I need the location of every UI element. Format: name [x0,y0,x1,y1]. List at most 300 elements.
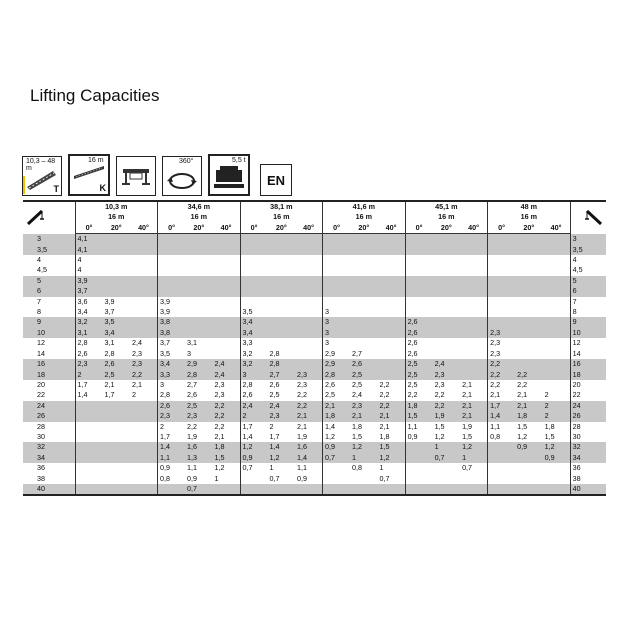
capacity-cell: 2,1 [214,431,225,441]
capacity-cell: 2,2 [405,390,433,400]
capacity-cell [130,432,158,442]
table-row [23,307,606,317]
capacity-cell [158,245,186,255]
capacity-cell: 1,3 [185,453,213,463]
capacity-cell [515,276,543,286]
capacity-cell [515,245,543,255]
capacity-cell: 2 [544,390,549,400]
radius-cell-right: 8 [570,307,606,317]
radius-cell-right: 20 [570,380,606,390]
capacity-cell [323,474,351,484]
capacity-cell [433,286,461,296]
capacity-cell: 2,1 [462,390,473,400]
capacity-cell [378,317,406,327]
capacity-cell [543,265,571,275]
table-row [23,453,606,463]
capacity-cell [185,297,213,307]
capacity-cell: 1,7 [269,431,280,441]
capacity-cell [103,255,131,265]
radius-cell-left: 28 [37,421,45,431]
capacity-cell [515,265,543,275]
capacity-cell: 3,9 [158,307,186,317]
radius-cell-right: 38 [570,474,606,484]
capacity-cell [488,245,516,255]
table-row [23,234,606,245]
capacity-cell: 2,5 [405,359,433,369]
capacity-cell: 3,5 [240,307,268,317]
angle-header: 40° [213,223,241,234]
radius-cell-left: 14 [37,348,45,358]
capacity-cell [543,234,571,245]
capacity-cell: 2,3 [488,338,516,348]
radius-cell-right: 14 [570,349,606,359]
capacity-cell [213,255,241,265]
capacity-cell [213,297,241,307]
spec-icon-row [22,152,292,196]
capacity-cell [460,338,488,348]
capacity-cell [433,297,461,307]
capacity-cell [103,265,131,275]
table-row [23,422,606,432]
capacity-cell [350,338,378,348]
capacity-cell [268,484,296,495]
capacity-cell [185,328,213,338]
radius-cell-left: 3,5 [23,245,75,255]
capacity-cell: 0,9 [240,453,268,463]
capacity-cell: 0,9 [297,473,308,483]
capacity-cell [460,255,488,265]
capacity-cell: 2,8 [75,338,103,348]
capacity-cell: 3,5 [158,349,186,359]
capacity-cell [515,484,543,495]
capacity-cell [433,349,461,359]
table-row [23,432,606,442]
capacity-cell [295,255,323,265]
capacity-cell [460,245,488,255]
capacity-cell [378,297,406,307]
capacity-cell [130,484,158,495]
capacity-cell [158,234,186,245]
capacity-cell [405,245,433,255]
capacity-cell [433,307,461,317]
capacity-cell [350,317,378,327]
capacity-cell: 1 [350,453,378,463]
capacity-cell: 2,4 [213,359,241,369]
capacity-cell [268,317,296,327]
capacity-cell: 1,9 [433,411,461,421]
capacity-cell: 2,4 [213,370,241,380]
capacity-cell: 2,6 [269,379,280,389]
capacity-cell: 2,8 [185,370,213,380]
angle-header: 40° [543,223,571,234]
capacity-cell: 3,2 [240,359,268,369]
capacity-cell: 0,7 [269,473,280,483]
capacity-cell [240,255,268,265]
capacity-cell: 1,8 [213,442,241,452]
capacity-cell: 1,5 [213,453,241,463]
capacity-cell [130,442,158,452]
capacity-cell: 2,1 [378,411,406,421]
capacity-cell [378,328,406,338]
capacity-cell [268,338,296,348]
capacity-cell [268,328,296,338]
capacity-cell: 0,9 [543,453,571,463]
capacity-cell: 2,9 [323,349,351,359]
capacity-cell [158,255,186,265]
capacity-cell: 2 [269,421,274,431]
radius-cell-right: 5 [570,276,606,286]
capacity-cell [488,276,516,286]
capacity-cell [213,307,241,317]
capacity-cell: 2,6 [350,359,378,369]
capacity-cell [185,307,213,317]
capacity-cell: 0,7 [185,484,213,495]
capacity-cell [350,474,378,484]
radius-cell-left: 5 [23,276,75,286]
capacity-cell: 2,7 [187,379,198,389]
capacity-cell [103,286,131,296]
capacity-cell: 1,1 [405,422,433,432]
capacity-cell [350,328,378,338]
capacity-cell [515,286,543,296]
capacity-cell: 2,3 [433,370,461,380]
capacity-cell [130,328,158,338]
capacity-cell: 1,8 [544,421,555,431]
capacity-cell: 3,2 [240,349,268,359]
capacity-cell: 3 [240,370,268,380]
table-row [23,328,606,338]
capacity-cell: 2,2 [378,401,406,411]
capacity-cell: 1,2 [434,431,445,441]
capacity-cell [130,234,158,245]
table-row [23,297,606,307]
capacity-cell: 1,2 [378,453,406,463]
capacity-cell [350,255,378,265]
capacity-cell [543,307,571,317]
radius-cell-left: 32 [23,442,75,452]
capacity-cell [130,453,158,463]
capacity-cell [378,245,406,255]
capacity-cell [240,276,268,286]
capacity-cell: 2,3 [268,411,296,421]
capacity-cell: 2,5 [185,401,213,411]
capacity-cell: 1 [460,453,488,463]
capacity-cell [378,234,406,245]
capacity-cell [323,265,351,275]
capacity-cell [213,484,241,495]
capacity-cell: 3,7 [75,286,103,296]
capacity-cell [268,297,296,307]
capacity-cell: 1,5 [352,431,363,441]
capacity-cell [268,276,296,286]
capacity-cell: 1,2 [268,453,296,463]
capacity-cell: 1 [269,463,274,473]
capacity-cell [405,307,433,317]
capacity-cell [75,474,103,484]
capacity-cell: 2,1 [517,390,528,400]
capacity-cell [213,317,241,327]
capacity-cell: 0,7 [323,453,351,463]
table-row [23,317,606,327]
radius-cell-left: 3 [23,234,75,245]
capacity-cell [350,265,378,275]
table-row [23,370,606,380]
table-row [23,380,606,390]
angle-header: 40° [378,223,406,234]
capacity-cell [268,286,296,296]
capacity-cell [268,245,296,255]
table-row [23,276,606,286]
capacity-cell [543,245,571,255]
capacity-cell [543,370,571,380]
capacity-cell: 2,7 [268,370,296,380]
radius-cell-right: 18 [570,370,606,380]
capacity-cell: 3 [323,317,351,327]
capacity-cell [295,317,323,327]
capacity-cell [433,317,461,327]
capacity-cell [185,245,213,255]
capacity-cell: 1,9 [462,421,473,431]
capacity-cell [103,245,131,255]
capacity-cell [378,286,406,296]
capacity-cell [323,255,351,265]
angle-header: 0° [75,223,103,234]
capacity-cell: 2,6 [158,401,186,411]
capacity-cell: 2,3 [434,379,445,389]
capacity-cell: 2,1 [297,421,308,431]
jib-letter: K [99,183,106,193]
radius-cell-right: 12 [570,338,606,348]
capacity-cell [323,234,351,245]
capacity-cell: 0,9 [515,442,543,452]
table-row [23,286,606,296]
capacity-cell [488,442,516,452]
capacity-cell: 2,5 [405,380,433,390]
capacity-cell: 0,9 [187,473,198,483]
capacity-cell [378,484,406,495]
capacity-cell: 3,4 [75,307,103,317]
capacity-cell: 2,1 [379,421,390,431]
capacity-cell [405,286,433,296]
capacity-cell: 2,3 [130,359,158,369]
capacity-cell [268,234,296,245]
capacity-cell [185,286,213,296]
capacity-cell [295,286,323,296]
capacity-cell: 0,9 [405,432,433,442]
capacity-cell [240,234,268,245]
capacity-cell [460,317,488,327]
capacity-cell [350,307,378,317]
capacity-cell: 3,1 [187,338,198,348]
capacity-cell [130,276,158,286]
capacity-cell [515,463,543,473]
capacity-cell [378,359,406,369]
angle-header: 0° [240,223,268,234]
capacity-cell [323,276,351,286]
capacity-cell [295,484,323,495]
capacity-cell: 2,2 [515,370,543,380]
table-row [23,255,606,265]
capacity-cell [515,338,543,348]
capacity-cell [378,265,406,275]
capacity-cell [350,484,378,495]
capacity-cell: 1,7 [240,422,268,432]
angle-header: 40° [295,223,323,234]
capacity-cell: 3,6 [75,297,103,307]
capacity-cell [543,338,571,348]
radius-cell-right: 30 [570,432,606,442]
capacity-cell [543,463,571,473]
capacity-cell [543,380,571,390]
capacity-cell: 1,2 [350,442,378,452]
capacity-cell: 0,7 [462,463,473,473]
capacity-cell: 2,8 [268,359,296,369]
jib-length-header: 16 m [158,212,241,222]
capacity-cell [185,276,213,286]
capacity-cell [75,422,103,432]
capacity-cell: 2,2 [130,370,158,380]
capacity-cell [405,297,433,307]
radius-cell-right: 3 [570,234,606,245]
capacity-cell: 0,9 [323,442,351,452]
radius-cell-right: 4,5 [570,265,606,275]
capacity-cell [295,297,323,307]
radius-cell-left: 38 [37,473,45,483]
radius-header-right [570,201,606,234]
rotation-label: 360° [179,158,194,165]
capacity-cell [433,338,461,348]
outrigger-icon [116,156,156,196]
capacity-cell: 2,5 [323,390,351,400]
capacity-cell: 2 [158,422,186,432]
capacity-cell: 1,2 [214,463,225,473]
capacity-cell [405,453,433,463]
capacity-cell: 2,7 [352,348,363,358]
angle-header: 0° [158,223,186,234]
capacity-cell [433,255,461,265]
capacity-cell: 1,7 [75,380,103,390]
capacity-cell: 1,2 [240,442,268,452]
capacity-cell [433,328,461,338]
capacity-cell: 2,4 [433,359,461,369]
capacity-cell [103,432,131,442]
capacity-cell [130,265,158,275]
capacity-cell [323,297,351,307]
capacity-cell [75,432,103,442]
radius-cell-left: 4 [37,255,41,265]
capacity-cell: 1,2 [323,432,351,442]
capacity-cell: 2,2 [213,411,241,421]
capacity-cell [350,245,378,255]
capacity-cell [350,234,378,245]
capacity-cell: 4,1 [75,234,103,245]
capacity-cell [103,411,131,421]
crane-radius-icon [25,218,47,227]
capacity-cell: 2,6 [405,317,433,327]
capacity-cell: 1,6 [185,442,213,452]
capacity-cell [405,442,433,452]
capacity-cell: 2,2 [433,401,461,411]
capacity-cell [515,307,543,317]
capacity-cell: 2,8 [323,370,351,380]
capacity-cell [405,463,433,473]
capacity-cell [130,297,158,307]
capacity-cell [295,234,323,245]
capacity-cell [433,463,461,473]
table-row [23,349,606,359]
angle-header: 20° [350,223,378,234]
capacity-cell: 1,4 [295,453,323,463]
capacity-cell: 2,2 [214,421,225,431]
capacity-cell: 1,4 [488,411,516,421]
capacity-cell [103,401,131,411]
capacity-cell [130,474,158,484]
capacity-cell [158,265,186,275]
capacity-cell [213,234,241,245]
capacity-cell [240,474,268,484]
capacity-cell [378,338,406,348]
capacity-cell: 2,2 [488,359,516,369]
radius-cell-right: 40 [570,484,606,495]
capacity-cell: 2,4 [132,338,142,348]
capacity-cell: 3,8 [158,317,186,327]
counterweight-label: 5,5 t [232,157,246,164]
capacity-cell: 3,3 [240,338,268,348]
capacity-cell [295,307,323,317]
radius-cell-left: 30 [37,431,45,441]
jib-length-icon [68,154,110,196]
capacity-cell: 2,3 [214,390,225,400]
capacity-cell [543,349,571,359]
capacity-cell [103,463,131,473]
capacity-cell: 2,2 [295,401,323,411]
capacity-cell: 4,1 [75,245,103,255]
capacity-cell: 2,1 [462,379,473,389]
capacity-cell [350,286,378,296]
capacity-cell: 1,8 [379,431,390,441]
capacity-cell: 2,8 [240,380,268,390]
capacity-cell [130,245,158,255]
capacity-cell [295,328,323,338]
capacity-cell [405,276,433,286]
radius-cell-right: 36 [570,463,606,473]
table-row [23,245,606,255]
capacity-cell: 1,2 [543,442,571,452]
capacity-cell: 2,3 [297,379,308,389]
capacity-cell [515,317,543,327]
capacity-cell: 3 [158,380,186,390]
capacity-cell: 1,8 [323,411,351,421]
capacity-cell [75,453,103,463]
capacity-cell [515,453,543,463]
radius-cell-right: 16 [570,359,606,369]
boom-range-label: 10,3 – 48 m [26,158,56,172]
capacity-cell [488,317,516,327]
radius-cell-right: 6 [570,286,606,296]
capacity-cell: 4 [75,265,103,275]
capacity-cell [433,474,461,484]
language-badge: EN [260,164,292,196]
jib-length-header: 16 m [323,212,406,222]
capacity-cell: 2,1 [104,379,115,389]
capacity-cell [543,317,571,327]
capacity-cell: 3 [323,307,351,317]
capacity-cell: 2,1 [132,379,142,389]
capacity-cell: 2 [240,411,268,421]
capacity-cell [543,474,571,484]
capacity-cell [515,328,543,338]
capacity-cell: 2,4 [240,401,268,411]
